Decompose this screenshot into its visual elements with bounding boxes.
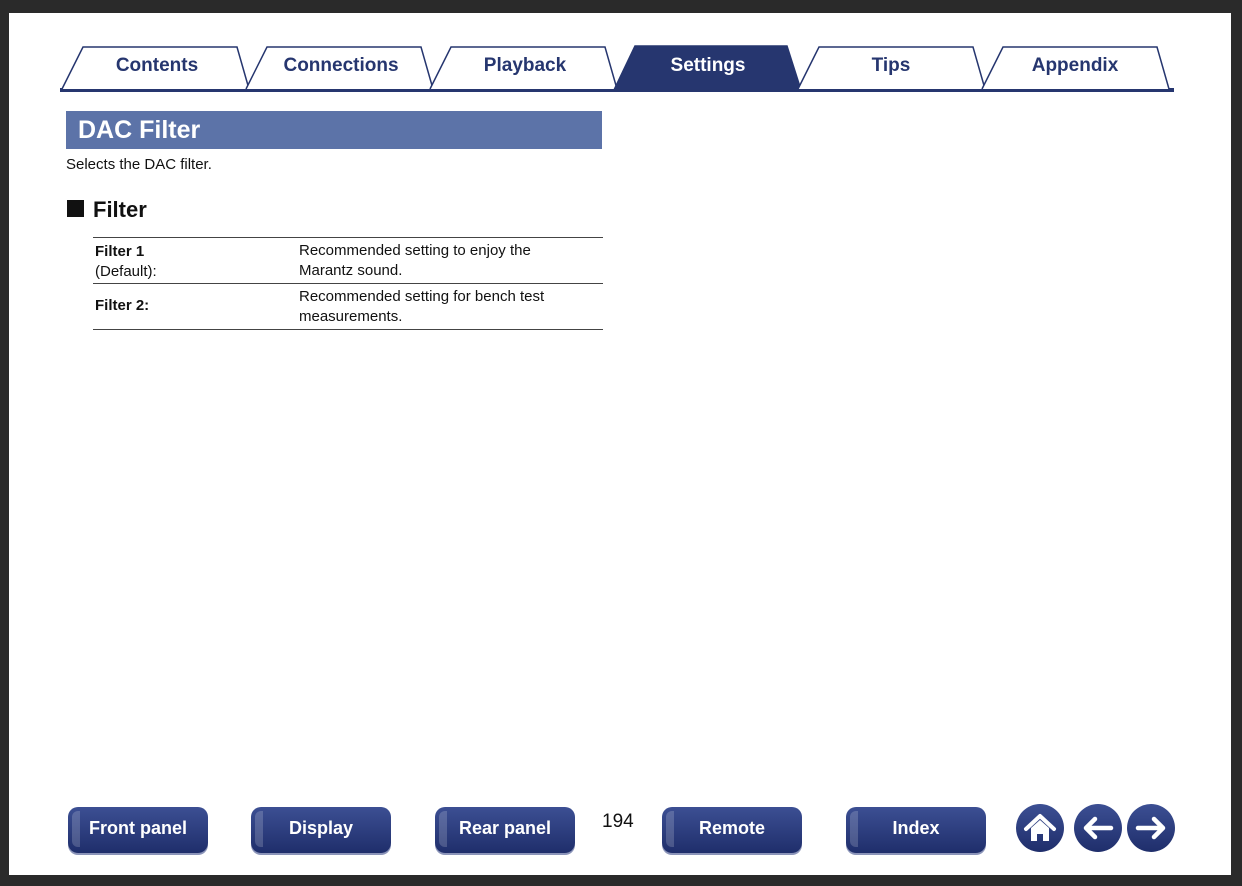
forward-button[interactable] [1127, 804, 1175, 852]
arrow-left-icon [1074, 804, 1122, 852]
tab-playback[interactable]: Playback [483, 55, 567, 76]
setting-default-note: (Default): [95, 263, 157, 280]
tab-tips[interactable]: Tips [871, 55, 911, 76]
manual-page [9, 13, 1231, 875]
setting-desc-line: Marantz sound. [299, 262, 403, 279]
table-row [93, 284, 603, 330]
home-button[interactable] [1016, 804, 1064, 852]
section-description: Selects the DAC filter. [66, 156, 212, 173]
setting-name-cell [95, 242, 157, 282]
page-number: 194 [602, 811, 634, 832]
front-panel-button[interactable]: Front panel [68, 807, 208, 853]
subsection-title: Filter [93, 197, 147, 222]
setting-desc-line: Recommended setting to enjoy the [299, 242, 531, 259]
setting-description [299, 287, 544, 327]
tab-settings[interactable]: Settings [670, 55, 746, 76]
tab-contents[interactable]: Contents [115, 55, 199, 76]
setting-name: Filter 2: [95, 297, 150, 314]
table-row [93, 238, 603, 284]
setting-desc-line: Recommended setting for bench test [299, 288, 545, 305]
remote-button[interactable]: Remote [662, 807, 802, 853]
setting-description [299, 241, 531, 281]
rear-panel-button[interactable]: Rear panel [435, 807, 575, 853]
page-title: DAC Filter [66, 111, 602, 149]
display-button[interactable]: Display [251, 807, 391, 853]
tab-appendix[interactable]: Appendix [1031, 55, 1119, 76]
index-button[interactable]: Index [846, 807, 986, 853]
setting-name: Filter 1 [95, 243, 145, 260]
settings-table [93, 237, 603, 330]
back-button[interactable] [1074, 804, 1122, 852]
tab-bar [9, 13, 1231, 103]
home-icon [1016, 804, 1064, 852]
setting-name-cell [95, 296, 149, 316]
setting-desc-line: measurements. [299, 308, 403, 325]
arrow-right-icon [1127, 804, 1175, 852]
square-bullet-icon [67, 200, 84, 217]
tab-connections[interactable]: Connections [283, 55, 399, 76]
